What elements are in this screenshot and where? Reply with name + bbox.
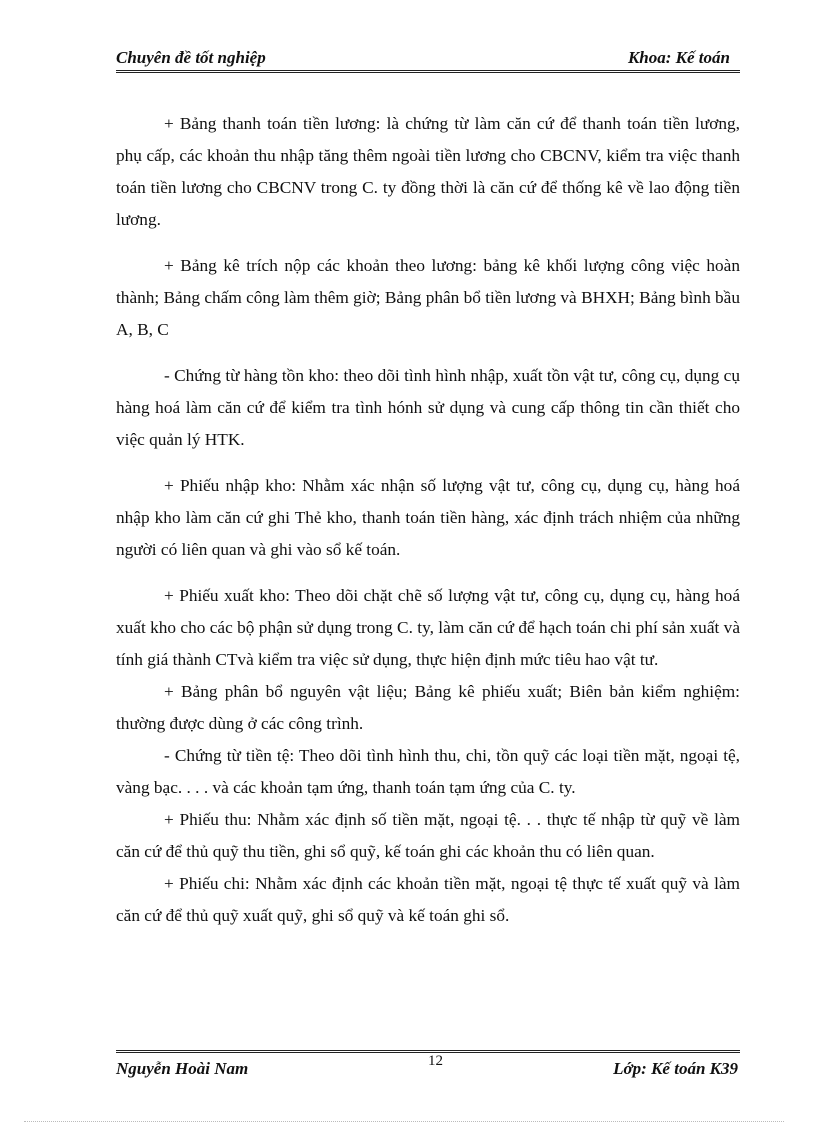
page-number: 12 — [428, 1053, 443, 1069]
paragraph-bang-thanh-toan-tien-luong: + Bảng thanh toán tiền lương: là chứng từ làm căn cứ để thanh toán tiền lương, phụ cấp, các khoản thu nhập tăng thêm ngoài tiền lương cho CBCNV, kiểm tra việc thanh toán tiền lương cho CBCNV trong C. ty đồng thời là căn cứ để thống kê về lao động tiền lương. — [116, 114, 740, 229]
paragraph-bang-ke-trich-nop: + Bảng kê trích nộp các khoản theo lương: bảng kê khối lượng công việc hoàn thành; Bảng chấm công làm thêm giờ; Bảng phân bổ tiền lương và BHXH; Bảng bình bầu A, B, C — [116, 256, 740, 339]
paragraph-chung-tu-hang-ton-kho: - Chứng từ hàng tồn kho: theo dõi tình hình nhập, xuất tồn vật tư, công cụ, dụng cụ hàng hoá làm căn cứ để kiểm tra tình hónh sử dụng và cung cấp thông tin cần thiết cho việc quản lý HTK. — [116, 366, 740, 449]
paragraph-chung-tu-tien-te: - Chứng từ tiền tệ: Theo dõi tình hình thu, chi, tồn quỹ các loại tiền mặt, ngoại tệ, vàng bạc. . . . và các khoản tạm ứng, thanh toán tạm ứng của C. ty. — [116, 746, 740, 797]
page-footer — [116, 1050, 740, 1083]
paragraph-phieu-chi: + Phiếu chi: Nhằm xác định các khoản tiền mặt, ngoại tệ thực tế xuất quỹ và làm căn cứ để thủ quỹ xuất quỹ, ghi sổ quỹ và kế toán ghi sổ. — [116, 874, 740, 925]
paragraph-phieu-thu: + Phiếu thu: Nhằm xác định số tiền mặt, ngoại tệ. . . thực tế nhập từ quỹ về làm căn cứ để thủ quỹ thu tiền, ghi sổ quỹ, kế toán ghi các khoản thu có liên quan. — [116, 810, 740, 861]
paragraph-phieu-nhap-kho: + Phiếu nhập kho: Nhằm xác nhận số lượng vật tư, công cụ, dụng cụ, hàng hoá nhập kho làm căn cứ ghi Thẻ kho, thanh toán tiền hàng, xác định trách nhiệm của những người có liên quan và ghi vào sổ kế toán. — [116, 476, 740, 559]
page-header — [116, 44, 740, 73]
header-title: Chuyên đề tốt nghiệp — [116, 48, 266, 67]
footer-class: Lớp: Kế toán K39 — [613, 1059, 738, 1078]
paragraph-phieu-xuat-kho: + Phiếu xuất kho: Theo dõi chặt chẽ số lượng vật tư, công cụ, dụng cụ, hàng hoá xuất kho cho các bộ phận sử dụng trong C. ty, làm căn cứ để hạch toán chi phí sản xuất và tính giá thành CTvà kiểm tra việc sử dụng, thực hiện định mức tiêu hao vật tư. — [116, 586, 740, 669]
paragraph-bang-phan-bo-nvl: + Bảng phân bổ nguyên vật liệu; Bảng kê phiếu xuất; Biên bản kiểm nghiệm: thường được dùng ở các công trình. — [116, 682, 740, 733]
header-department: Khoa: Kế toán — [627, 48, 730, 67]
page-bottom-rule — [24, 1121, 784, 1122]
footer-author: Nguyễn Hoài Nam — [116, 1059, 249, 1078]
document-body — [116, 108, 740, 932]
